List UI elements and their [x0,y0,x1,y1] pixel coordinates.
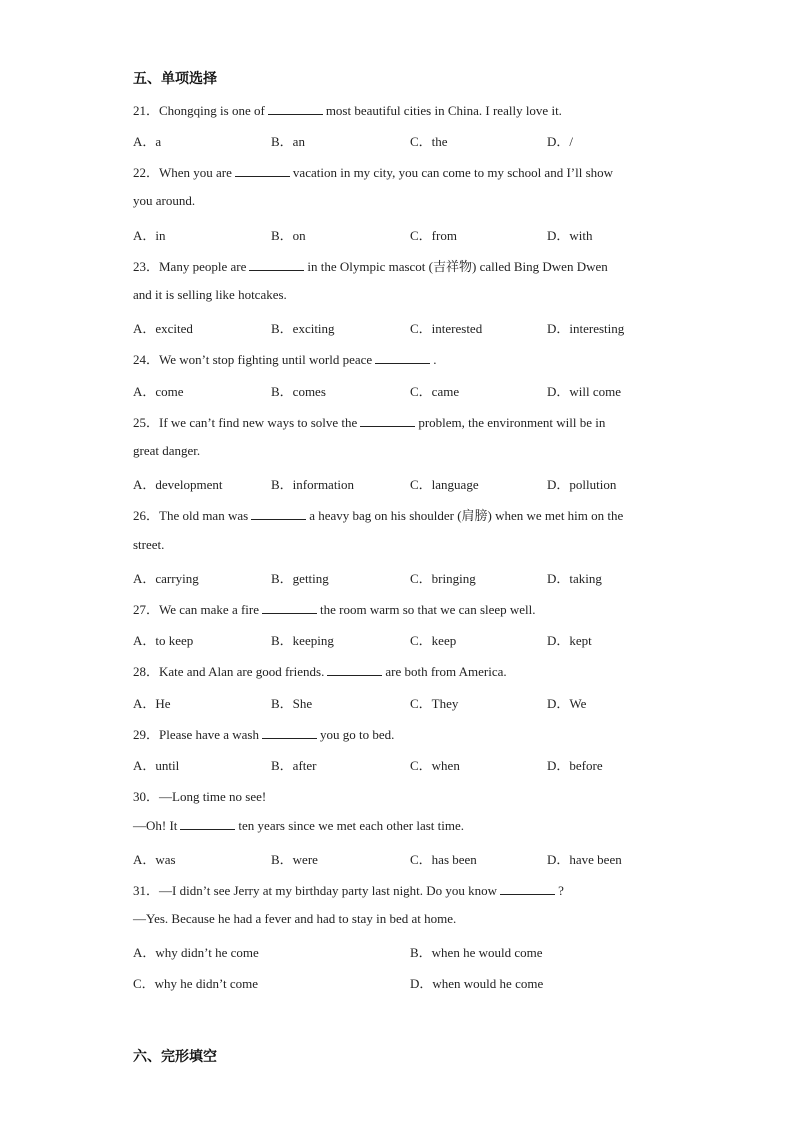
option-a: A．He [133,696,171,711]
question-continuation: you around. [133,193,196,208]
option-a: A．in [133,228,166,243]
question-28 [133,661,507,680]
option-b: B．when he would come [410,945,543,960]
option-a: A．excited [133,321,193,336]
option-a: A．was [133,852,176,867]
question-text: 25．If we can’t find new ways to solve the [133,415,358,430]
question-31-reply: —Yes. Because he had a fever and had to stay in bed at home. [133,911,457,926]
question-continuation: and it is selling like hotcakes. [133,287,287,302]
option-d: D．taking [547,571,602,586]
option-c: C．why he didn’t come [133,976,259,991]
option-d: D．We [547,696,587,711]
question-text: in the Olympic mascot (吉祥物) called Bing Dwen Dwen [307,259,608,274]
question-text: 22．When you are [133,165,232,180]
option-d: D．with [547,228,593,243]
question-22 [133,162,613,181]
question-text: . [433,352,437,367]
option-c: C．language [410,477,479,492]
option-a: A．a [133,134,162,149]
answer-blank [251,507,306,520]
option-c: C．interested [410,321,483,336]
option-d: D．kept [547,633,592,648]
option-b: B．exciting [271,321,335,336]
option-d: D．interesting [547,321,625,336]
question-text: 23．Many people are [133,259,247,274]
question-continuation: great danger. [133,443,201,458]
option-d: D．when would he come [410,976,544,991]
option-a: A．until [133,758,180,773]
question-text: vacation in my city, you can come to my school and I’ll show [292,165,614,180]
question-continuation: street. [133,537,165,552]
question-text: 26．The old man was [133,508,249,523]
question-text: 30．—Long time no see! [133,789,267,804]
answer-blank [500,882,555,895]
option-c: C．bringing [410,571,476,586]
question-24 [133,349,436,368]
option-c: C．the [410,134,448,149]
option-b: B．comes [271,384,326,399]
option-d: D．have been [547,852,622,867]
option-b: B．getting [271,571,329,586]
option-a: A．to keep [133,633,194,648]
option-d: D．will come [547,384,622,399]
answer-blank [327,663,382,676]
question-text: a heavy bag on his shoulder (肩膀) when we met him on the [309,508,624,523]
question-30-reply [133,817,464,834]
answer-blank [180,817,235,830]
answer-blank [268,102,323,115]
answer-blank [262,726,317,739]
option-b: B．She [271,696,313,711]
answer-blank [375,351,430,364]
answer-blank [360,414,415,427]
question-31 [133,880,564,899]
option-a: A．come [133,384,184,399]
option-d: D．before [547,758,603,773]
option-a: A．why didn’t he come [133,945,259,960]
question-text: 31．—I didn’t see Jerry at my birthday party last night. Do you know [133,883,498,898]
option-c: C．keep [410,633,457,648]
answer-blank [249,258,304,271]
question-26 [133,505,623,524]
question-text: the room warm so that we can sleep well. [320,602,536,617]
option-b: B．information [271,477,355,492]
question-text: 28．Kate and Alan are good friends. [133,664,325,679]
question-text: 27．We can make a fire [133,602,260,617]
question-text: most beautiful cities in China. I really love it. [325,103,562,118]
option-c: C．They [410,696,459,711]
option-a: A．carrying [133,571,199,586]
option-b: B．on [271,228,306,243]
question-text: —Oh! It [133,818,178,833]
option-d: D．/ [547,134,574,149]
question-text: 29．Please have a wash [133,727,259,742]
question-text: 21．Chongqing is one of [133,103,265,118]
question-30 [133,786,266,805]
option-c: C．when [410,758,460,773]
option-c: C．came [410,384,460,399]
question-text: problem, the environment will be in [418,415,606,430]
option-b: B．after [271,758,317,773]
option-b: B．an [271,134,305,149]
option-c: C．from [410,228,457,243]
question-text: 24．We won’t stop fighting until world peace [133,352,373,367]
section-six-title: 六、完形填空 [133,1049,217,1065]
question-text: ? [558,883,564,898]
option-d: D．pollution [547,477,617,492]
question-25 [133,412,605,431]
option-b: B．keeping [271,633,334,648]
question-text: ten years since we met each other last time. [238,818,465,833]
option-b: B．were [271,852,318,867]
question-text: are both from America. [385,664,507,679]
question-text: you go to bed. [320,727,395,742]
section-five-title: 五、单项选择 [133,71,217,87]
option-a: A．development [133,477,223,492]
question-23 [133,256,608,275]
question-21 [133,100,562,119]
question-27 [133,599,536,618]
answer-blank [235,164,290,177]
answer-blank [262,601,317,614]
question-29 [133,724,394,743]
option-c: C．has been [410,852,477,867]
